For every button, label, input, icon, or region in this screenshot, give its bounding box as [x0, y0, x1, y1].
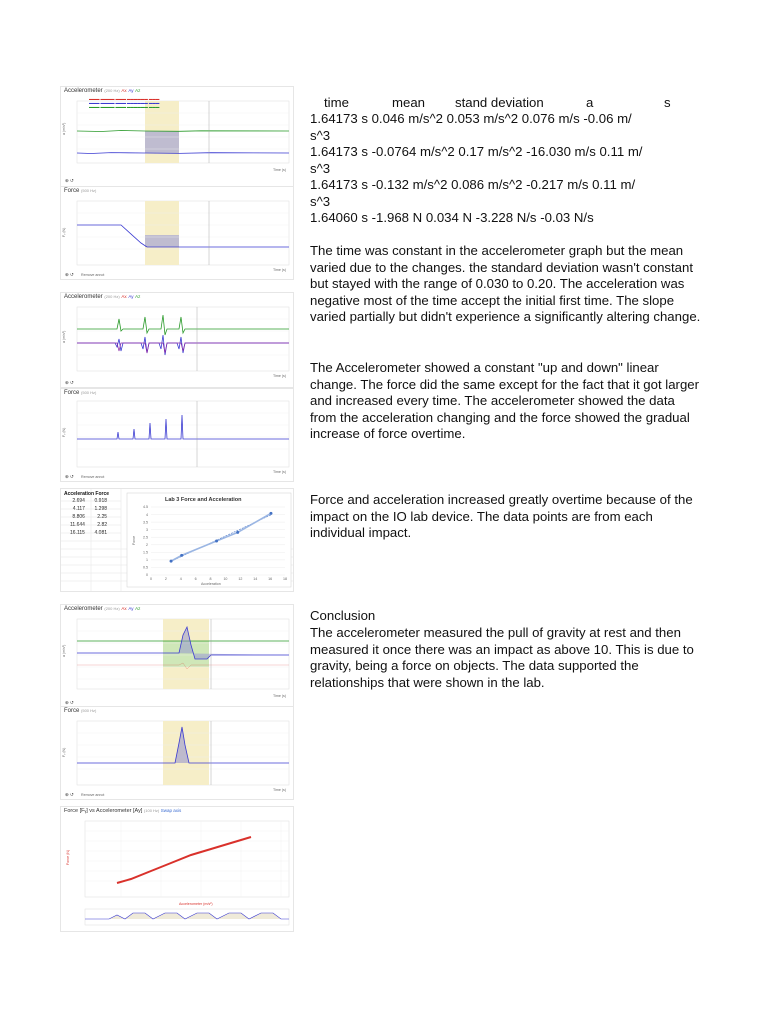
force-plot-2[interactable]: [61, 389, 293, 481]
force-vs-accel-plot[interactable]: [61, 807, 293, 931]
zoom-icon[interactable]: ⊕ ↺: [65, 178, 74, 183]
time-axis-label-4: Time (s): [273, 470, 287, 474]
lab3-data-point: [215, 540, 218, 543]
accelerometer-graph-3: [60, 604, 294, 708]
legend-az[interactable]: Az: [135, 294, 141, 299]
zoom-icon[interactable]: ⊕ ↺: [65, 380, 74, 385]
lab3-ylabel: Force: [132, 535, 136, 545]
panel-rate: (200 Hz): [104, 606, 120, 611]
panel-title: Accelerometer: [64, 88, 103, 94]
table-row: 2.694 0.918: [72, 498, 108, 504]
conclusion-paragraph: The accelerometer measured the pull of gravity at rest and then measured it once there was an impact as above 10. This is due to gravity, being a force on objects. The data supported the relationships that were shown in the lab.: [310, 625, 694, 690]
paragraph-3: Force and acceleration increased greatly overtime because of the impact on the IO lab device. The data points are from each individual impact.: [310, 492, 693, 540]
force-ylabel-2: Fᵧ (N): [62, 427, 66, 437]
lab3-xtick-label: 2: [164, 577, 167, 581]
table-row: 1.64173 s 0.046 m/s^2 0.053 m/s^2 0.076 m/s -0.06 m/: [310, 111, 632, 126]
time-axis-label-1: Time (s): [273, 168, 287, 172]
swap-axis-link[interactable]: Swap axis: [160, 808, 182, 813]
lab3-ytick-label: 2: [146, 542, 148, 547]
zoom-icon[interactable]: ⊕ ↺: [65, 474, 74, 479]
lab3-ytick-label: 2.5: [143, 535, 148, 540]
table-row: 1.64060 s -1.968 N 0.034 N -3.228 N/s -0.03 N/s: [310, 210, 594, 225]
legend-az[interactable]: Az: [135, 88, 141, 93]
paragraph-1: The time was constant in the accelerometer graph but the mean varied due to the changes. the standard deviation wasn't constant but stayed with the range of 0.030 to 0.20. The acceleration was negative most of the time accept the initial first time. The slope varied partially but didn't experience a significantly altering change.: [310, 243, 701, 324]
lab3-ytick-label: 1: [146, 558, 148, 563]
lab3-xtick-label: 12: [238, 577, 243, 581]
force-graph-1: [60, 186, 294, 280]
lab3-ytick-label: 3: [146, 527, 148, 532]
accelerometer-plot-2[interactable]: [61, 293, 293, 387]
lab3-ytick-label: 0.5: [143, 565, 148, 570]
legend-ax[interactable]: Ax: [121, 294, 127, 299]
force-vs-accel-graph: [60, 806, 294, 932]
table-row: 1.64173 s -0.0764 m/s^2 0.17 m/s^2 -16.030 m/s 0.11 m/: [310, 144, 643, 159]
time-axis-label-2: Time (s): [273, 268, 287, 272]
zoom-icon[interactable]: ⊕ ↺: [65, 272, 74, 277]
panel-rate: (100 Hz): [143, 808, 160, 813]
lab3-chart-title: Lab 3 Force and Acceleration: [165, 497, 242, 503]
lab3-ytick-label: 4: [146, 512, 148, 517]
panel-rate: (500 Hz): [81, 390, 97, 395]
remove-annot-link[interactable]: Remove annot: [81, 273, 105, 277]
table-row: 1.64173 s -0.132 m/s^2 0.086 m/s^2 -0.217 m/s 0.11 m/: [310, 177, 636, 192]
table-row-wrap: s^3: [310, 193, 331, 209]
header-a: a: [586, 95, 594, 110]
remove-annot-link[interactable]: Remove annot: [81, 793, 105, 797]
lab3-xtick-label: 16: [268, 577, 273, 581]
panel-title: Force: [64, 708, 80, 714]
lab3-data-point: [269, 512, 272, 515]
force-plot-3[interactable]: [61, 707, 293, 799]
force-ylabel-3: Fᵧ (N): [62, 747, 66, 757]
panel-rate: (500 Hz): [81, 708, 97, 713]
lab3-data-point: [180, 554, 183, 557]
panel-title: Force: [64, 188, 80, 194]
table-row: 8.806 2.25: [72, 514, 108, 520]
accel-ylabel-2: a (m/s²): [62, 330, 66, 343]
legend-ax[interactable]: Ax: [121, 88, 127, 93]
stats-box-1: ▬▬▬ ▬▬▬▬ ▬▬▬ ▬▬▬▬▬▬ ▬▬▬ ▬▬▬ ▬▬▬▬ ▬▬▬ ▬▬▬▬▬▬ ▬▬▬ ▬▬▬ ▬▬▬▬ ▬▬▬ ▬▬▬▬▬▬ ▬▬▬: [89, 97, 160, 109]
lab3-spreadsheet: [60, 488, 294, 592]
panel-title: Force: [64, 390, 80, 396]
lab3-xtick-label: 10: [223, 577, 228, 581]
panel-rate: (200 Hz): [104, 294, 120, 299]
accelerometer-graph-2: [60, 292, 294, 388]
table-row: 16.115 4.081: [70, 530, 108, 536]
lab3-xtick-label: 8: [209, 577, 212, 581]
zoom-icon[interactable]: ⊕ ↺: [65, 700, 74, 705]
panel-rate: (500 Hz): [81, 188, 97, 193]
legend-az[interactable]: Az: [135, 606, 141, 611]
force-plot-1[interactable]: [61, 187, 293, 279]
time-axis-label-5: Time (s): [273, 694, 287, 698]
panel-title: Force [Fᵧ] vs Accelerometer [Ay]: [64, 808, 143, 814]
panel-title: Accelerometer: [64, 606, 103, 612]
legend-ay[interactable]: Ay: [128, 294, 134, 299]
legend-ax[interactable]: Ax: [121, 606, 127, 611]
acceleration-force-header: Acceleration Force: [64, 491, 110, 497]
time-axis-label-6: Time (s): [273, 788, 287, 792]
lab3-data-point: [236, 531, 239, 534]
panel-rate: (200 Hz): [104, 88, 120, 93]
lab3-ytick-label: 1.5: [143, 550, 148, 555]
lab3-chart: [61, 489, 293, 591]
accel-ylabel-1: a (m/s²): [62, 122, 66, 135]
lab3-xtick-label: 6: [194, 577, 197, 581]
lab3-xtick-label: 0: [150, 577, 152, 581]
table-row: 4.117 1.298: [72, 506, 108, 512]
fva-ylabel: Force (N): [66, 849, 70, 865]
remove-annot-link[interactable]: Remove annot: [81, 475, 105, 479]
legend-ay[interactable]: Ay: [128, 88, 134, 93]
header-stand-deviation: stand deviation: [455, 95, 544, 110]
header-mean: mean: [392, 95, 425, 110]
table-row: 11.644 2.82: [70, 522, 108, 528]
legend-ay[interactable]: Ay: [128, 606, 134, 611]
table-row-wrap: s^3: [310, 127, 331, 143]
force-ylabel-1: Fᵧ (N): [62, 227, 66, 237]
force-graph-3: [60, 706, 294, 800]
lab3-xtick-label: 4: [179, 577, 182, 581]
accelerometer-plot-3[interactable]: [61, 605, 293, 707]
table-row-wrap: s^3: [310, 160, 331, 176]
paragraph-2: The Accelerometer showed a constant "up and down" linear change. The force did the same except for the fact that it got larger and increased every time. The accelerometer showed the data from the acceleration changing and the force showed the gradual increase of force overtime.: [310, 360, 700, 441]
zoom-icon[interactable]: ⊕ ↺: [65, 792, 74, 797]
data-table: [310, 111, 730, 227]
lab3-ytick-label: 0: [146, 573, 148, 578]
accelerometer-graph-1: [60, 86, 294, 188]
conclusion-heading: Conclusion: [310, 608, 376, 623]
lab3-xtick-label: 14: [253, 577, 258, 581]
header-time: time: [324, 95, 349, 110]
table-header: [310, 95, 730, 112]
header-s: s: [664, 95, 671, 110]
accel-ylabel-3: a (m/s²): [62, 644, 66, 657]
time-axis-label-3: Time (s): [273, 374, 287, 378]
force-graph-2: [60, 388, 294, 482]
lab3-xtick-label: 18: [283, 577, 287, 581]
fva-xlabel: Accelerometer (m/s²): [179, 902, 213, 906]
lab3-data-point: [170, 560, 173, 563]
lab3-xlabel: Acceleration: [201, 582, 221, 586]
panel-title: Accelerometer: [64, 294, 103, 300]
lab3-ytick-label: 3.5: [143, 520, 148, 525]
lab3-ytick-label: 4.5: [143, 505, 148, 510]
